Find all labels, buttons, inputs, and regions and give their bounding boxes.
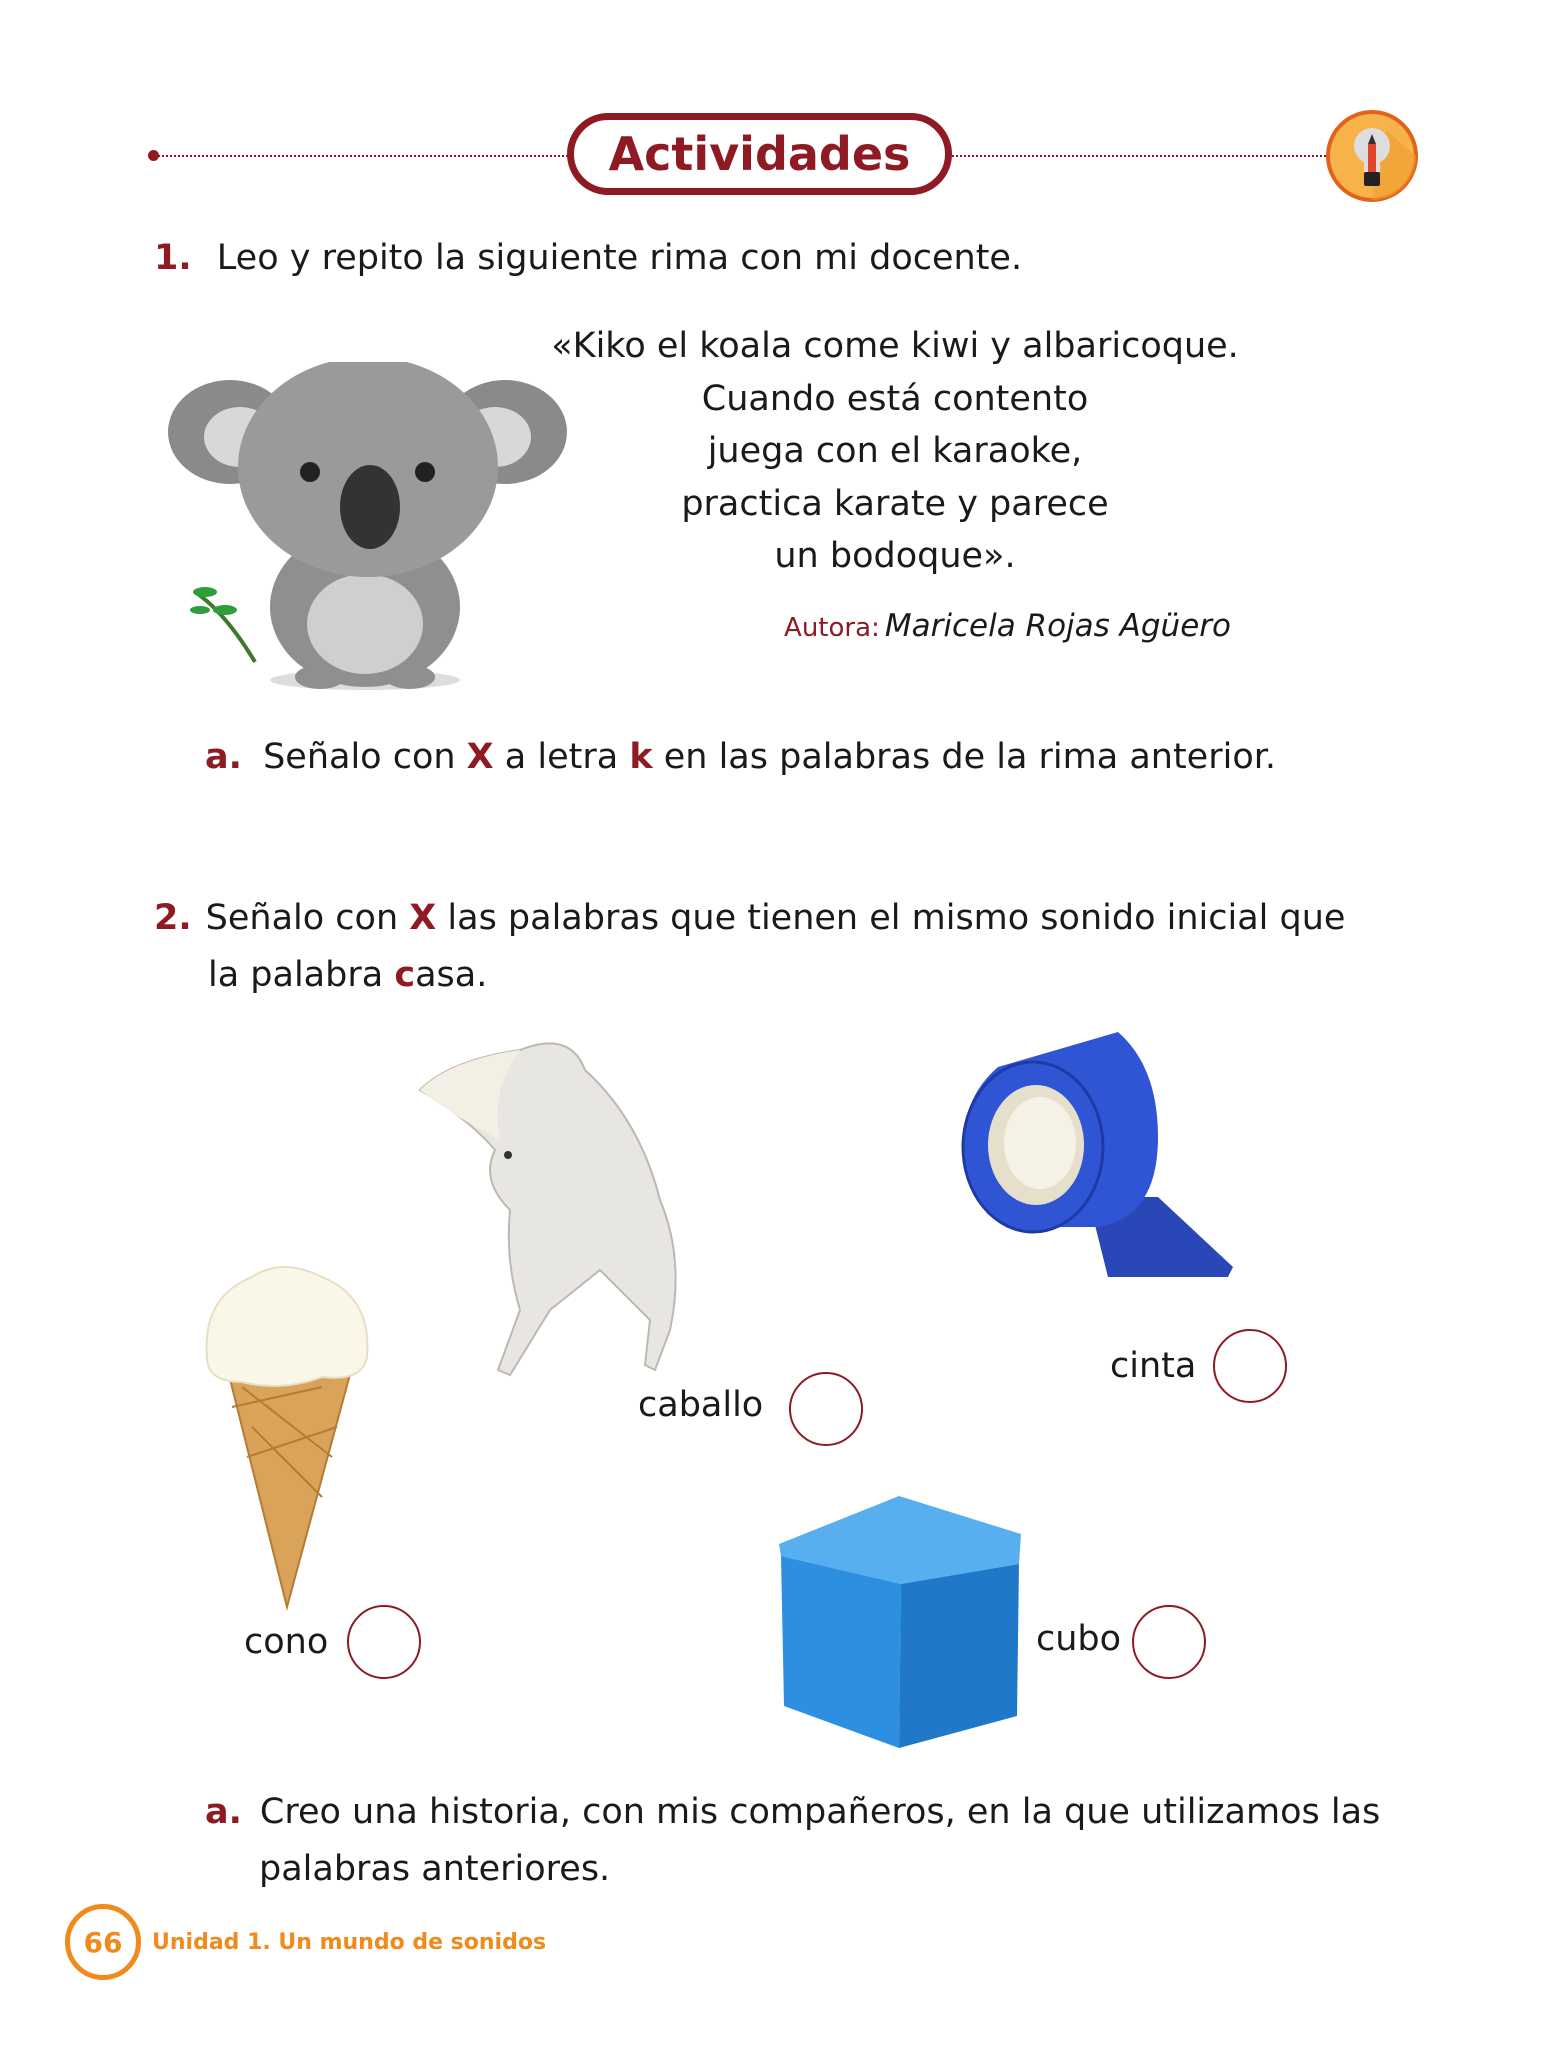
- instruction-text: Leo y repito la siguiente rima con mi docente.: [216, 238, 1023, 278]
- letter-c: c: [394, 955, 416, 995]
- page-number-badge: [65, 1904, 141, 1980]
- poem-line: juega con el karaoke,: [707, 431, 1083, 471]
- lightbulb-pencil-icon: [1326, 110, 1418, 202]
- text: palabras anteriores.: [259, 1849, 611, 1889]
- cinta-answer-circle[interactable]: [1213, 1329, 1287, 1403]
- poem-line: practica karate y parece: [681, 483, 1109, 524]
- activity-number: 1.: [154, 238, 192, 278]
- x-mark: X: [466, 737, 494, 777]
- word-cubo: cubo: [1036, 1619, 1122, 1659]
- activity-number: 2.: [154, 898, 192, 938]
- word-cinta: cinta: [1110, 1346, 1197, 1386]
- header-divider-left: [158, 155, 568, 157]
- poem-line: «Kiko el koala come kiwi y albaricoque.: [551, 326, 1239, 366]
- sub-letter: a.: [205, 737, 242, 777]
- author-label: Autora:: [784, 613, 880, 643]
- page-title: Actividades: [608, 127, 911, 181]
- letter-k: k: [629, 737, 653, 777]
- text: las palabras que tienen el mismo sonido inicial que: [436, 898, 1346, 938]
- poem-author: [784, 608, 1231, 644]
- poem: [520, 320, 1270, 583]
- horse-image: [410, 1030, 695, 1410]
- text: asa.: [415, 955, 488, 995]
- cubo-answer-circle[interactable]: [1132, 1605, 1206, 1679]
- text: Señalo con: [263, 737, 467, 777]
- koala-illustration: [165, 362, 575, 692]
- unit-title: Unidad 1. Un mundo de sonidos: [152, 1930, 547, 1955]
- activity-2-instruction: [154, 890, 1345, 1004]
- header-divider-right: [952, 155, 1330, 157]
- caballo-answer-circle[interactable]: [789, 1372, 863, 1446]
- poem-line: Cuando está contento: [701, 378, 1089, 419]
- word-caballo: caballo: [638, 1385, 764, 1425]
- ice-cream-cone-image: [202, 1257, 372, 1612]
- text: a letra: [493, 737, 630, 777]
- cono-answer-circle[interactable]: [347, 1605, 421, 1679]
- sub-letter: a.: [205, 1792, 242, 1832]
- tape-image: [958, 1027, 1233, 1317]
- text: Creo una historia, con mis compañeros, en la que utilizamos las: [259, 1792, 1381, 1832]
- activity-1-instruction: [154, 238, 1023, 278]
- text: Señalo con: [205, 898, 410, 938]
- cube-image: [779, 1496, 1021, 1748]
- activity-2a: [205, 1784, 1380, 1898]
- page-number: 66: [83, 1925, 123, 1959]
- x-mark: X: [409, 898, 437, 938]
- word-cono: cono: [244, 1622, 329, 1662]
- text: la palabra: [208, 955, 395, 995]
- author-name: Maricela Rojas Agüero: [884, 608, 1231, 644]
- poem-line: un bodoque».: [774, 536, 1016, 576]
- activity-1a: [205, 737, 1277, 777]
- activities-title-pill: [567, 113, 952, 195]
- text: en las palabras de la rima anterior.: [652, 737, 1277, 777]
